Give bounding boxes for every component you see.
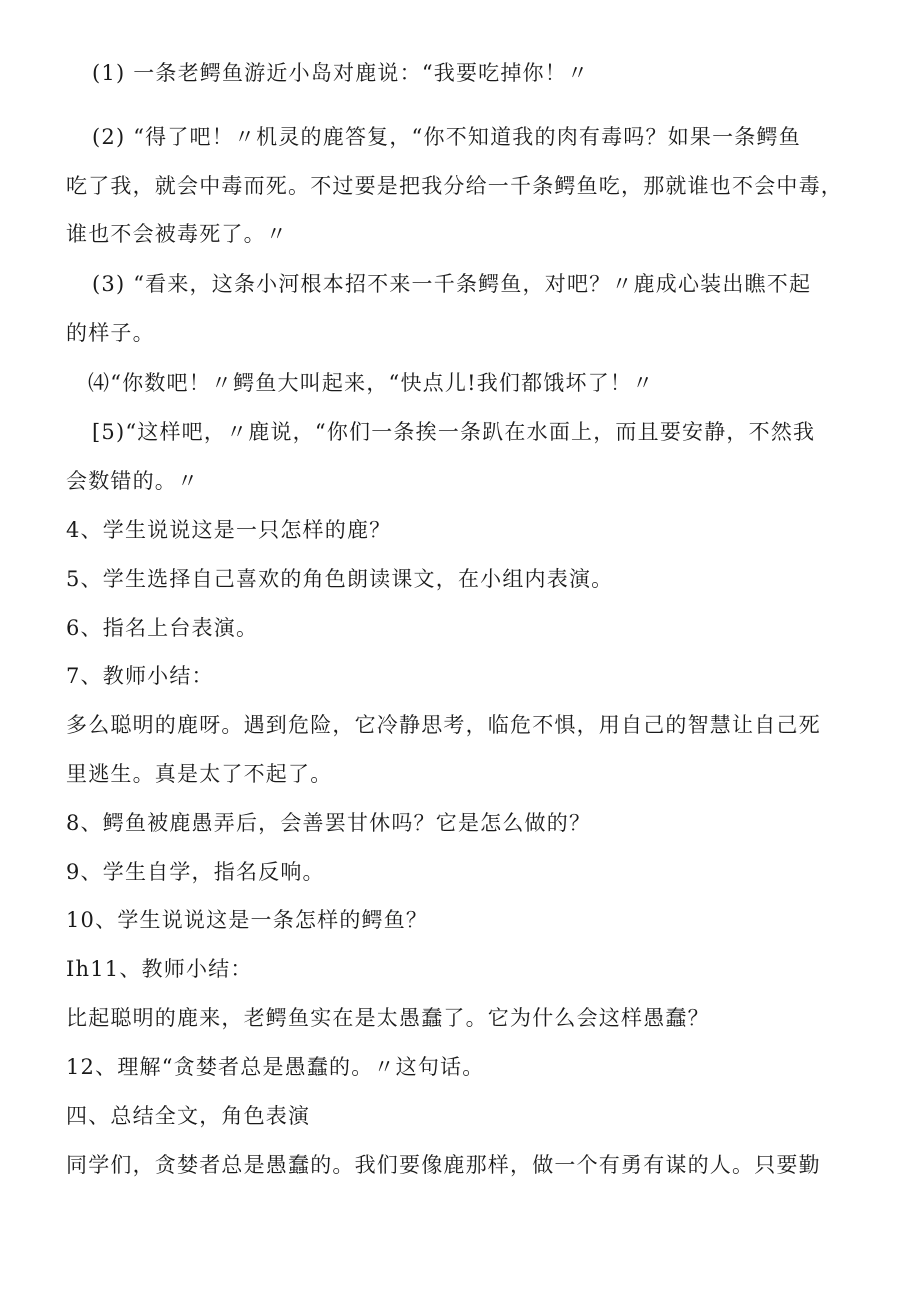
text-line: 的样子。 <box>66 321 155 345</box>
text-line: 吃了我，就会中毒而死。不过要是把我分给一千条鳄鱼吃，那就谁也不会中毒， <box>66 174 843 198</box>
text-line: 同学们，贪婪者总是愚蠢的。我们要像鹿那样，做一个有勇有谋的人。只要勤 <box>66 1153 821 1177</box>
text-line: 谁也不会被毒死了。〃 <box>66 222 288 246</box>
text-line: 四、总结全文，角色表演 <box>66 1104 311 1128</box>
text-line: 10、学生说说这是一条怎样的鳄鱼？ <box>66 908 429 932</box>
text-line: 比起聪明的鹿来，老鳄鱼实在是太愚蠢了。它为什么会这样愚蠢？ <box>66 1006 710 1030</box>
text-line: 多么聪明的鹿呀。遇到危险，它冷静思考，临危不惧，用自己的智慧让自己死 <box>66 713 821 737</box>
text-line: 4、学生说说这是一只怎样的鹿？ <box>66 518 392 542</box>
text-line: 会数错的。〃 <box>66 469 200 493</box>
text-line: 6、指名上台表演。 <box>66 616 259 640</box>
text-line: 里逃生。真是太了不起了。 <box>66 762 333 786</box>
text-line: (1) 一条老鳄鱼游近小岛对鹿说：“我要吃掉你！〃 <box>92 61 590 85</box>
text-line: 8、鳄鱼被鹿愚弄后，会善罢甘休吗？它是怎么做的？ <box>66 811 592 835</box>
text-line: 5、学生选择自己喜欢的角色朗读课文，在小组内表演。 <box>66 567 614 591</box>
text-line: ⑷“你数吧！〃鳄鱼大叫起来，“快点儿!我们都饿坏了！〃 <box>88 371 655 395</box>
text-line: Ih11、教师小结： <box>66 957 253 981</box>
text-line: 12、理解“贪婪者总是愚蠢的。〃这句话。 <box>66 1055 485 1079</box>
text-line: [5)“这样吧，〃鹿说，“你们一条挨一条趴在水面上，而且要安静，不然我 <box>92 420 816 444</box>
text-line: 9、学生自学，指名反响。 <box>66 860 325 884</box>
text-line: 7、教师小结： <box>66 664 214 688</box>
text-line: (2) “得了吧！〃机灵的鹿答复，“你不知道我的肉有毒吗？如果一条鳄鱼 <box>92 125 801 149</box>
text-line: (3) “看来，这条小河根本招不来一千条鳄鱼，对吧？〃鹿成心装出瞧不起 <box>92 272 812 296</box>
